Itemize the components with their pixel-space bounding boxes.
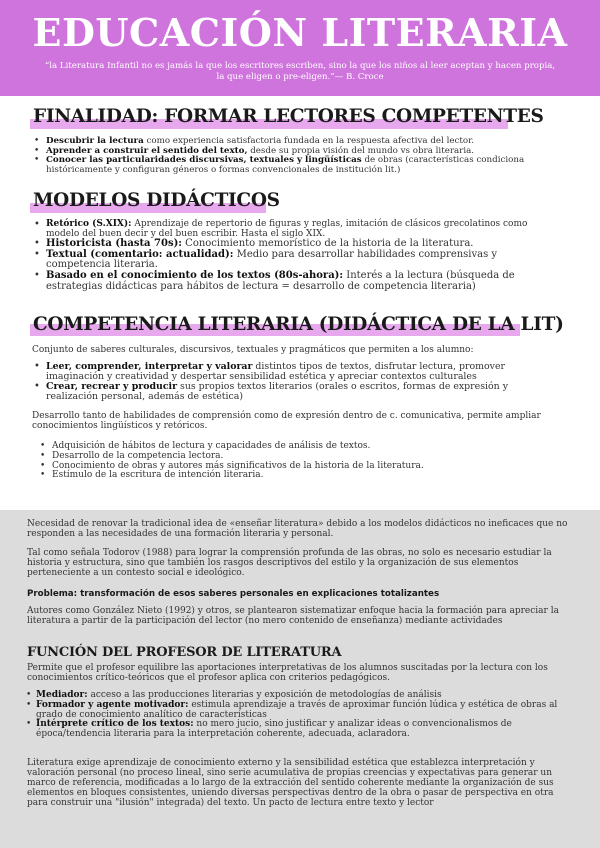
renovar-para: Necesidad de renovar la tradicional idea de «enseñar literatura» debido a los modelos didácticos no ineficaces que no responden a las necesidades de una formación literaria y personal. xyxy=(27,519,568,539)
funcion-list xyxy=(26,691,576,740)
list-item: • Conocer las particularidades discursivas, textuales y lingüísticas de obras (características condiciona históricamente y configuran géneros o formas convencionales de institución lit.) xyxy=(34,156,544,175)
list-item: • Crear, recrear y producir sus propios textos literarios (orales o escritos, formas de expresión y realización personal, además de estética) xyxy=(34,382,549,402)
competencia-intro: Conjunto de saberes culturales, discursivos, textuales y pragmáticos que permiten a los alumno: xyxy=(32,345,474,355)
list-item: • Descubrir la lectura como experiencia satisfactoria fundada en la respuesta afectiva del lector. xyxy=(34,137,544,147)
list-item: • Mediador: acceso a las producciones literarias y exposición de metodologías de análisis xyxy=(26,691,576,701)
literatura-para: Literatura exige aprendizaje de conocimiento externo y la sensibilidad estética que establezca interpretación y valoración personal (no proceso lineal, sino serie acumulativa de propias creencias y expectativas para generar un marco de referencia, modificadas a lo largo de la extracción del sentido coherente mediante la organización de sus elementos en bloques consistentes, uniendo diversas perspectivas dentro de la obra o pasar de perspectiva en otra para construir una "ilusión" integrada) del texto. Un pacto de lectura entre texto y lector xyxy=(27,758,554,808)
competencia-para: Desarrollo tanto de habilidades de comprensión como de expresión dentro de c. comunicativa, permite ampliar conocimientos lingüísticos y retóricos. xyxy=(32,411,541,431)
modelos-list xyxy=(34,220,544,292)
competencia-sublist xyxy=(40,442,540,481)
todorov-para: Tal como señala Todorov (1988) para lograr la comprensión profunda de las obras, no solo es necesario estudiar la historia y estructura, sino que también los rasgos descriptivos del estilo y la organización de sus elementos perteneciente a un contesto social e ideológico. xyxy=(27,548,552,578)
list-item: • Estímulo de la escritura de intención literaria. xyxy=(40,471,540,481)
funcion-para: Permite que el profesor equilibre las aportaciones interpretativas de los alumnos suscitadas por la lectura con los conocimientos crítico-teóricos que el profesor aplica con criterios pedagógicos. xyxy=(27,663,548,683)
list-item: • Aprender a construir el sentido del texto, desde su propia visión del mundo vs obra literaria. xyxy=(34,147,544,157)
competencia-list xyxy=(34,362,549,402)
header-quote: “la Literatura Infantil no es jamás la que los escritores escriben, sino la que los niños al leer aceptan y hacen propia, la que eligen o pre-eligen.”— B. Croce xyxy=(44,61,556,82)
gonzalez-para: Autores como González Nieto (1992) y otros, se plantearon sistematizar enfoque hacia la formación para apreciar la literatura a partir de la participación del lector (no mero contenido de enseñanza) mediante actividades xyxy=(27,606,559,626)
list-item: • Basado en el conocimiento de los textos (80s-ahora): Interés a la lectura (búsqueda de estrategias didácticas para hábitos de lectura = desarrollo de competencia literaria) xyxy=(34,271,544,292)
list-item: • Historicista (hasta 70s): Conocimiento memorístico de la historia de la literatura. xyxy=(34,239,544,250)
funcion-title: FUNCIÓN DEL PROFESOR DE LITERATURA xyxy=(27,645,342,660)
list-item: • Textual (comentario: actualidad): Medio para desarrollar habilidades comprensivas y competencia literaria. xyxy=(34,250,544,271)
finalidad-title: FINALIDAD: FORMAR LECTORES COMPETENTES xyxy=(33,106,544,127)
page-title: EDUCACIÓN LITERARIA xyxy=(32,10,568,55)
competencia-title: COMPETENCIA LITERARIA (DIDÁCTICA DE LA LIT) xyxy=(33,314,564,335)
list-item: • Formador y agente motivador: estimula aprendizaje a través de aproximar función lúdica y estética de obras al grado de conocimiento analítico de características xyxy=(26,701,576,721)
list-item: • Desarrollo de la competencia lectora. xyxy=(40,452,540,462)
finalidad-list xyxy=(34,137,544,175)
list-item: • Leer, comprender, interpretar y valorar distintos tipos de textos, disfrutar lectura, promover imaginación y creatividad y despertar sensibilidad estética y apreciar contextos culturales xyxy=(34,362,549,382)
problema-label: Problema: transformación de esos saberes personales en explicaciones totalizantes xyxy=(27,589,440,599)
modelos-title: MODELOS DIDÁCTICOS xyxy=(33,190,280,211)
list-item: • Retórico (S.XIX): Aprendizaje de repertorio de figuras y reglas, imitación de clásicos grecolatinos como modelo del buen decir y del buen escribir. Hasta el siglo XIX. xyxy=(34,220,544,239)
list-item: • Intérprete crítico de los textos: no mero jucio, sino justificar y analizar ideas o convencionalismos de época/tendencia literaria para la interpretación coherente, adecuada, aclaradora. xyxy=(26,720,576,740)
list-item: • Adquisición de hábitos de lectura y capacidades de análisis de textos. xyxy=(40,442,540,452)
list-item: • Conocimiento de obras y autores más significativos de la historia de la literatura. xyxy=(40,462,540,472)
